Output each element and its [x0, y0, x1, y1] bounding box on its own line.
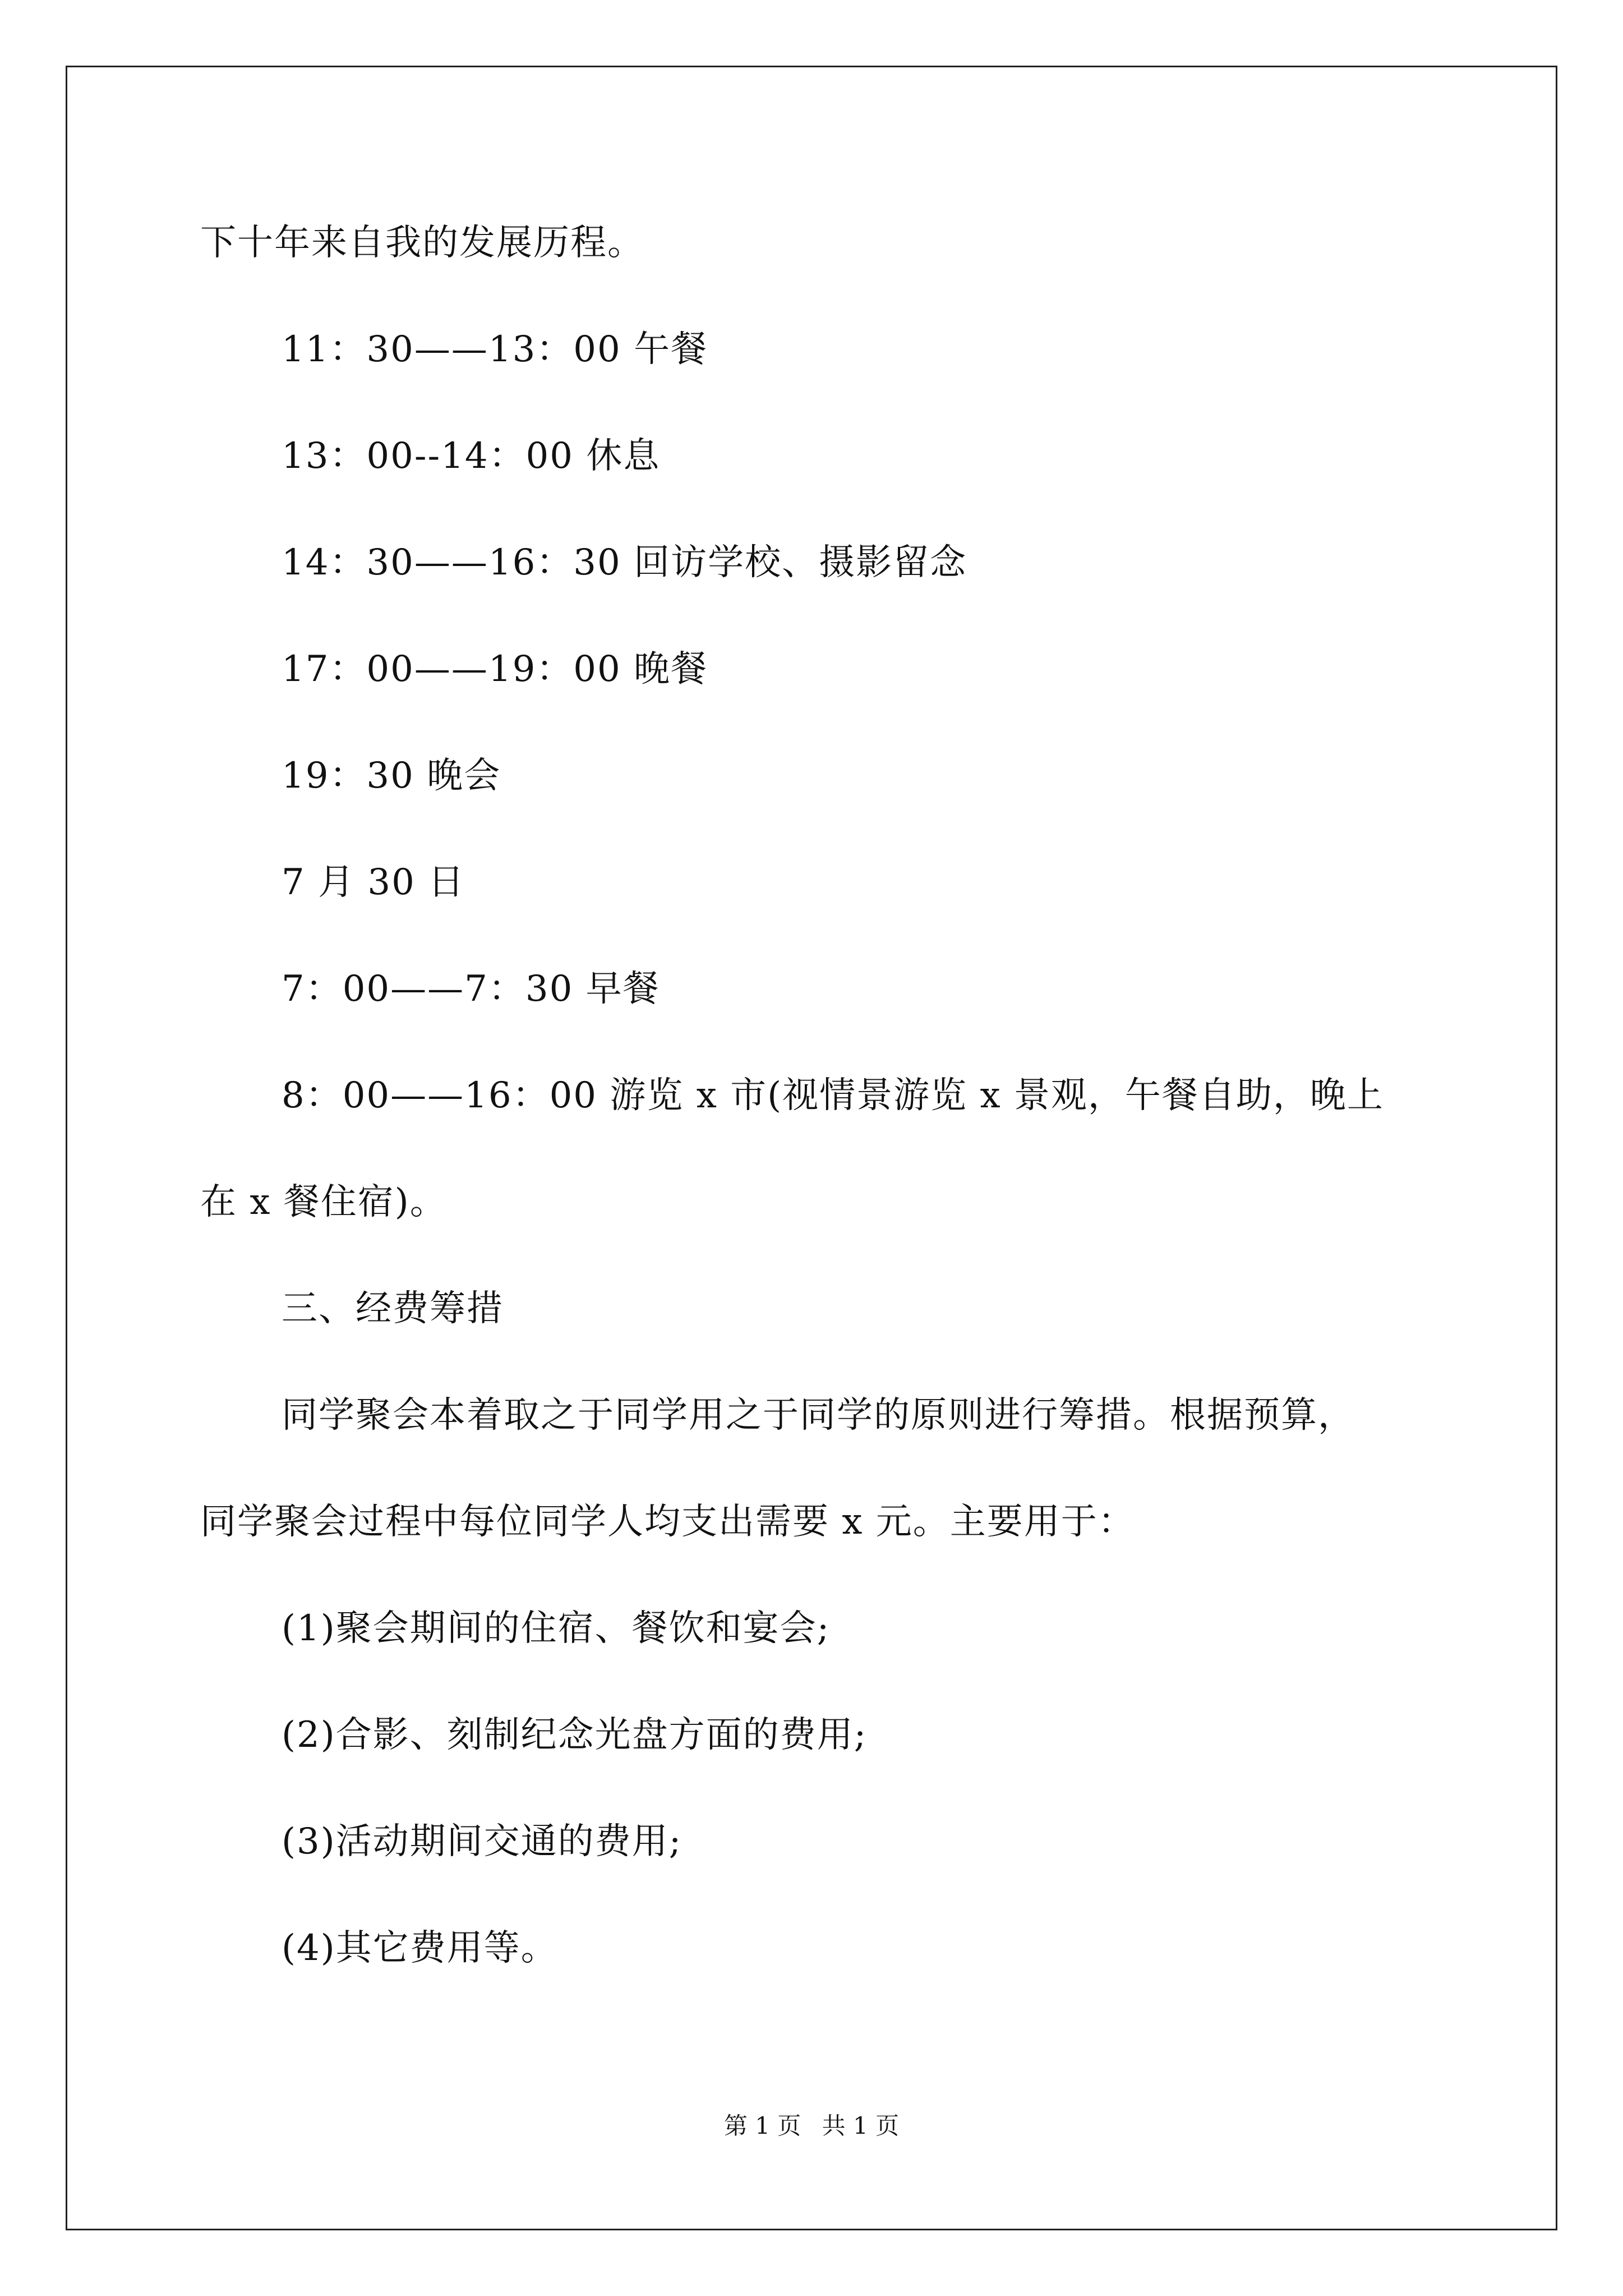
paragraph-line: 同学聚会过程中每位同学人均支出需要 x 元。主要用于：: [200, 1501, 1135, 1543]
page-total: 共 1 页: [822, 2112, 900, 2139]
schedule-item-tour: 8：00——16：00 游览 x 市(视情景游览 x 景观，午餐自助，晚上: [282, 1075, 1384, 1116]
expense-item: (2)合影、刻制纪念光盘方面的费用;: [282, 1714, 868, 1756]
schedule-item-party: 19：30 晚会: [282, 755, 501, 797]
schedule-item-school-visit: 14：30——16：30 回访学校、摄影留念: [282, 542, 967, 583]
expense-item: (1)聚会期间的住宿、餐饮和宴会;: [282, 1608, 831, 1649]
page-number: 第 1 页: [723, 2112, 801, 2139]
text-line: 下十年来自我的发展历程。: [200, 222, 644, 264]
text-line: 在 x 餐住宿)。: [200, 1181, 447, 1223]
page-footer: [0, 2109, 1623, 2143]
schedule-item-breakfast: 7：00——7：30 早餐: [282, 968, 660, 1010]
expense-item: (4)其它费用等。: [282, 1927, 558, 1969]
schedule-item-lunch: 11：30——13：00 午餐: [282, 329, 708, 370]
page-border: [66, 66, 1557, 2230]
schedule-date: 7 月 30 日: [282, 862, 465, 903]
schedule-item-rest: 13：00--14：00 休息: [282, 435, 661, 477]
paragraph-line: 同学聚会本着取之于同学用之于同学的原则进行筹措。根据预算，: [282, 1395, 1355, 1436]
expense-item: (3)活动期间交通的费用;: [282, 1821, 683, 1862]
schedule-item-dinner: 17：00——19：00 晚餐: [282, 648, 708, 690]
section-heading: 三、经费筹措: [282, 1288, 504, 1329]
